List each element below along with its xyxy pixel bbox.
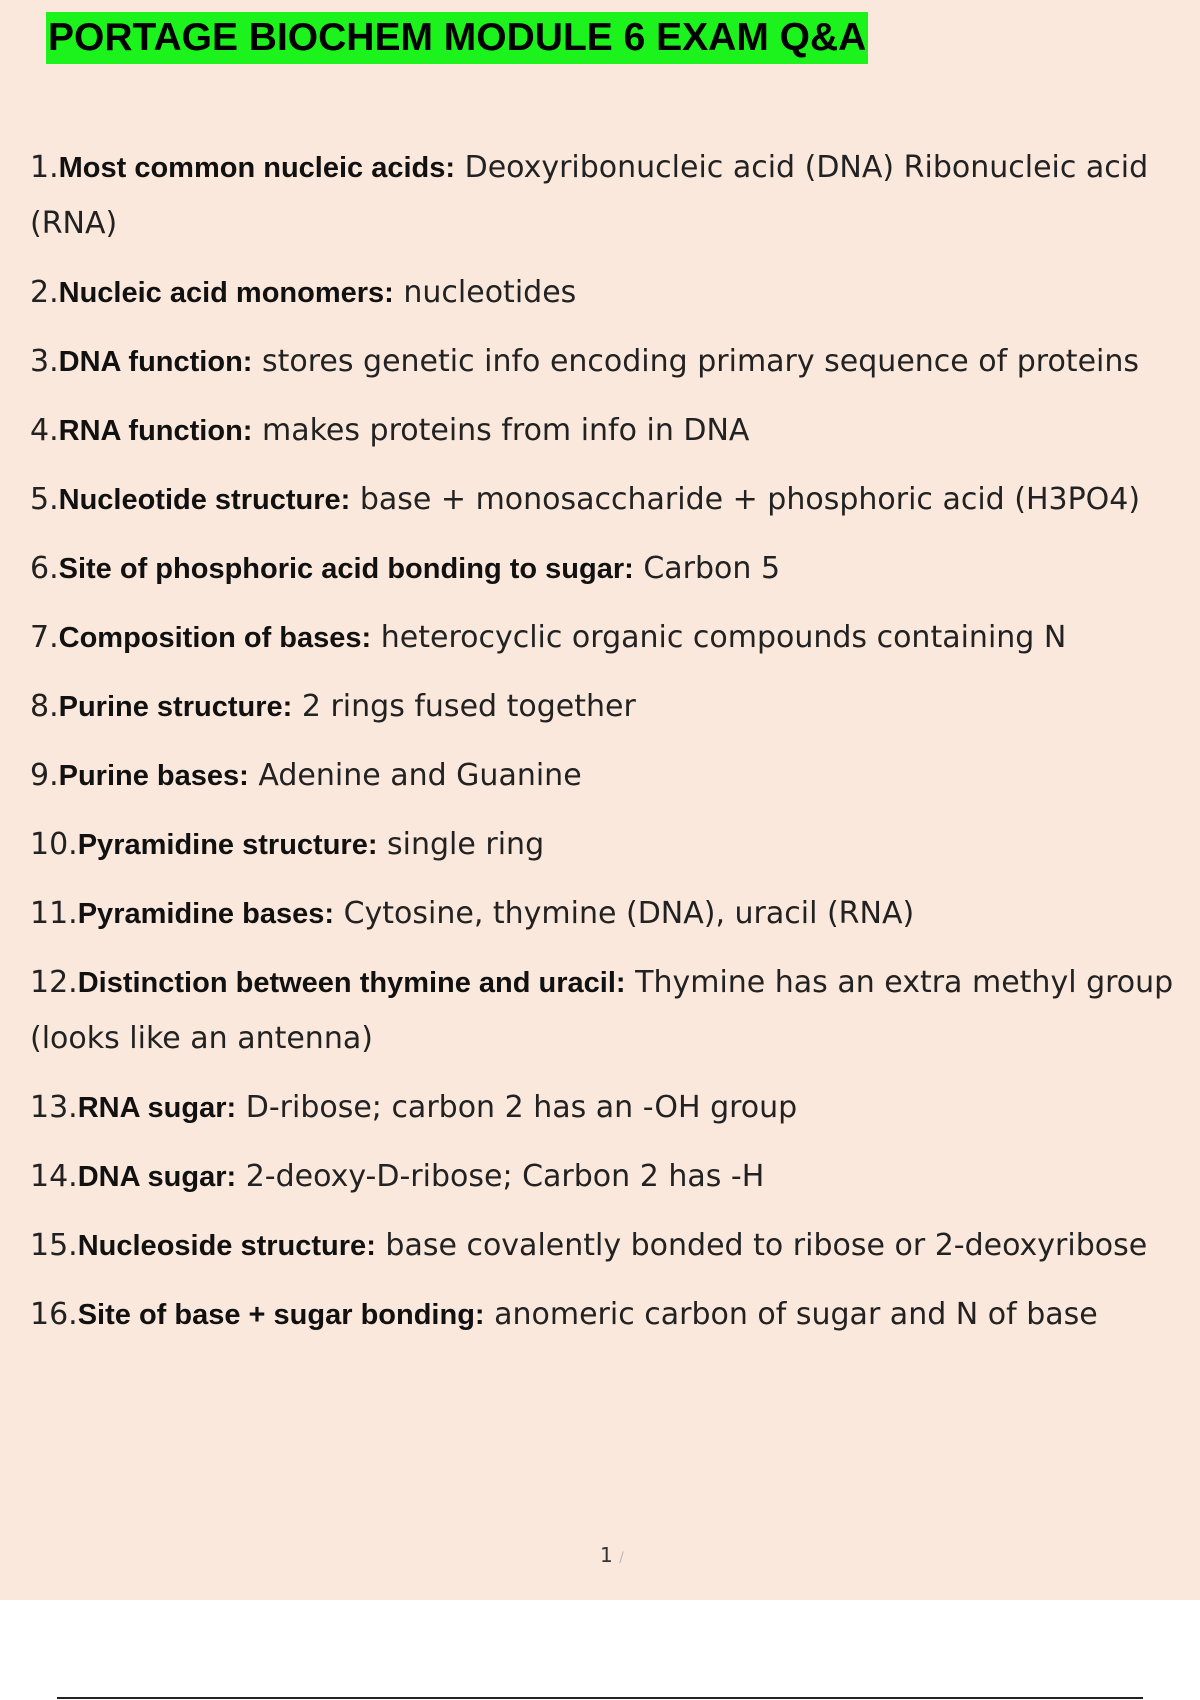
qa-item-6 xyxy=(30,541,1195,597)
question: RNA sugar: xyxy=(77,1092,237,1124)
question: Nucleic acid monomers: xyxy=(58,277,394,309)
question: Nucleotide structure: xyxy=(58,484,351,516)
qa-item-10 xyxy=(30,817,1195,873)
qa-item-14 xyxy=(30,1149,1195,1205)
item-number: 13. xyxy=(30,1090,78,1125)
item-number: 12. xyxy=(30,965,78,1000)
qa-item-5 xyxy=(30,472,1195,528)
item-number: 3. xyxy=(30,344,59,379)
qa-item-9 xyxy=(30,748,1195,804)
qa-item-12 xyxy=(30,955,1195,1067)
item-number: 10. xyxy=(30,827,78,862)
question: Site of base + sugar bonding: xyxy=(77,1299,485,1331)
question: Site of phosphoric acid bonding to sugar: xyxy=(58,553,634,585)
answer: Adenine and Guanine xyxy=(258,758,582,793)
qa-item-7 xyxy=(30,610,1195,666)
question: RNA function: xyxy=(58,415,253,447)
question: Purine structure: xyxy=(58,691,293,723)
qa-item-13 xyxy=(30,1080,1195,1136)
item-number: 1. xyxy=(30,150,59,185)
question: DNA sugar: xyxy=(77,1161,237,1193)
answer: nucleotides xyxy=(403,275,577,310)
answer: base + monosaccharide + phosphoric acid (H3PO4) xyxy=(359,482,1141,517)
qa-item-2 xyxy=(30,265,1195,321)
qa-list xyxy=(30,140,1195,1356)
item-number: 4. xyxy=(30,413,59,448)
qa-item-8 xyxy=(30,679,1195,735)
item-number: 9. xyxy=(30,758,59,793)
page-number xyxy=(600,1543,624,1567)
item-number: 14. xyxy=(30,1159,78,1194)
answer: single ring xyxy=(387,827,545,862)
item-number: 15. xyxy=(30,1228,78,1263)
page-number-suffix: / xyxy=(619,1550,624,1566)
item-number: 6. xyxy=(30,551,59,586)
answer: makes proteins from info in DNA xyxy=(262,413,750,448)
item-number: 5. xyxy=(30,482,59,517)
question: Nucleoside structure: xyxy=(77,1230,376,1262)
question: Most common nucleic acids: xyxy=(58,152,456,184)
answer: Carbon 5 xyxy=(643,551,781,586)
document-title: PORTAGE BIOCHEM MODULE 6 EXAM Q&A xyxy=(46,12,868,64)
answer: 2-deoxy-D-ribose; Carbon 2 has -H xyxy=(245,1159,765,1194)
answer: Thymine has an extra methyl group (looks like an antenna) xyxy=(30,965,1174,1056)
question: Pyramidine structure: xyxy=(77,829,378,861)
answer: anomeric carbon of sugar and N of base xyxy=(494,1297,1098,1332)
answer: heterocyclic organic compounds containing N xyxy=(380,620,1067,655)
footer-divider xyxy=(57,1697,1143,1699)
answer: D-ribose; carbon 2 has an -OH group xyxy=(245,1090,798,1125)
answer: stores genetic info encoding primary sequence of proteins xyxy=(262,344,1140,379)
qa-item-4 xyxy=(30,403,1195,459)
qa-item-16 xyxy=(30,1287,1195,1343)
item-number: 16. xyxy=(30,1297,78,1332)
qa-item-11 xyxy=(30,886,1195,942)
qa-item-3 xyxy=(30,334,1195,390)
answer: Cytosine, thymine (DNA), uracil (RNA) xyxy=(343,896,915,931)
answer: 2 rings fused together xyxy=(301,689,636,724)
page-number-value: 1 xyxy=(600,1543,613,1567)
item-number: 2. xyxy=(30,275,59,310)
qa-item-15 xyxy=(30,1218,1195,1274)
question: Composition of bases: xyxy=(58,622,372,654)
question: DNA function: xyxy=(58,346,253,378)
question: Purine bases: xyxy=(58,760,249,792)
question: Distinction between thymine and uracil: xyxy=(77,967,626,999)
answer: base covalently bonded to ribose or 2-deoxyribose xyxy=(385,1228,1148,1263)
answer: Deoxyribonucleic acid (DNA) Ribonucleic acid (RNA) xyxy=(30,150,1149,241)
qa-item-1 xyxy=(30,140,1195,252)
item-number: 11. xyxy=(30,896,78,931)
item-number: 8. xyxy=(30,689,59,724)
question: Pyramidine bases: xyxy=(77,898,335,930)
item-number: 7. xyxy=(30,620,59,655)
